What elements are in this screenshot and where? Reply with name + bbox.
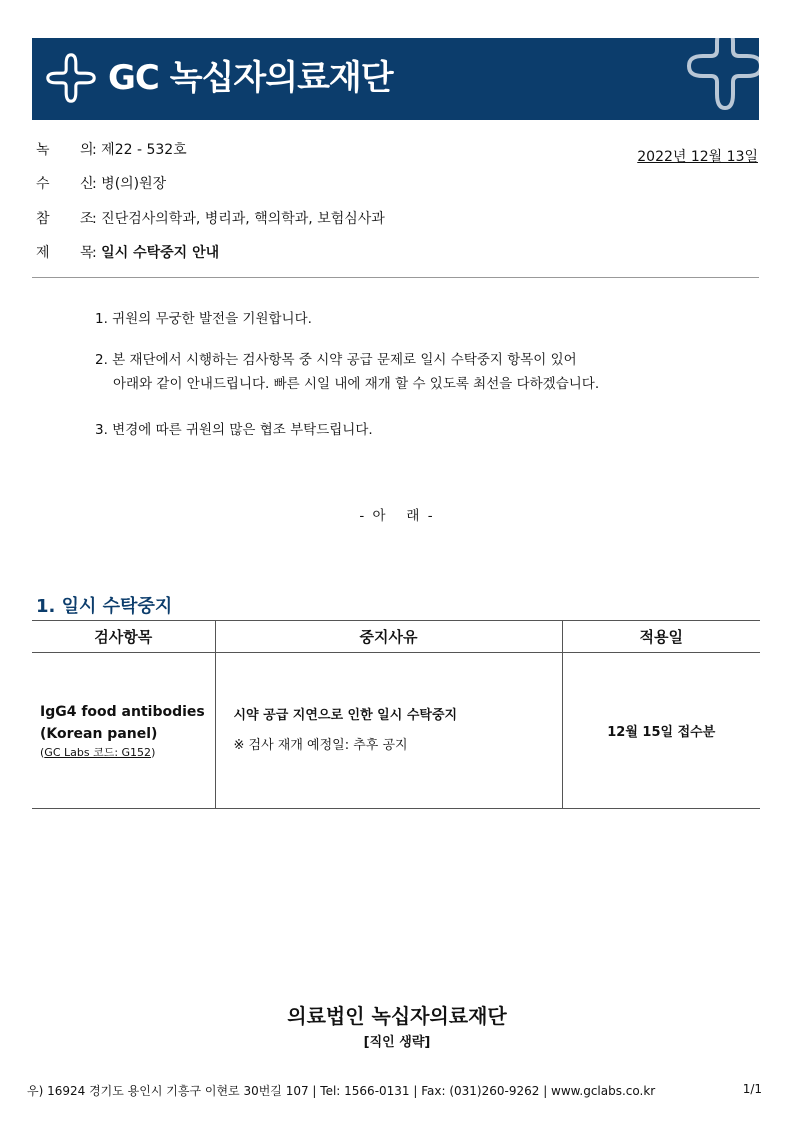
paragraph-3: 3. 변경에 따른 귀원의 많은 협조 부탁드립니다.: [95, 422, 373, 438]
meta-recipient: 수 신: 병(의)원장: [36, 176, 167, 192]
header-divider: [32, 277, 759, 278]
issue-date: 2022년 12월 13일: [637, 149, 758, 165]
ahrae-marker: - 아 래 -: [359, 508, 435, 524]
test-item-name-line-1: IgG4 food antibodies: [40, 703, 205, 720]
decorative-cross-icon: [675, 38, 759, 120]
gc-cross-logo-icon: [42, 49, 100, 107]
recipient-value: 병(의)원장: [101, 176, 167, 192]
table-row: [32, 653, 760, 809]
meta-subject: 제 목: 일시 수탁중지 안내: [36, 245, 220, 261]
reason-note: ※ 검사 재개 예정일: 추후 공지: [233, 737, 408, 753]
paragraph-1: 1. 귀원의 무궁한 발전을 기원합니다.: [95, 311, 312, 327]
page-number: 1/1: [742, 1082, 762, 1096]
column-header-apply-date: 적용일: [562, 621, 760, 653]
test-item-code: (GC Labs 코드: G152): [40, 745, 156, 759]
table-header-row: [32, 621, 760, 653]
signature-seal-note: [직인 생략]: [363, 1035, 431, 1050]
suspension-table: [32, 620, 760, 809]
footer-contact: 우) 16924 경기도 용인시 기흥구 이현로 30번길 107 | Tel: 1566-0131 | Fax: (031)260-9262 | www.gclabs.co.kr: [27, 1084, 656, 1098]
header-banner: [32, 38, 759, 120]
paragraph-2-line-2: 아래와 같이 안내드립니다. 빠른 시일 내에 재개 할 수 있도록 최선을 다하겠습니다.: [113, 376, 600, 392]
doc-number-value: 제22 - 532호: [101, 142, 187, 158]
section-title: 1. 일시 수탁중지: [36, 596, 173, 617]
signature-organization: 의료법인 녹십자의료재단: [287, 1004, 507, 1028]
meta-reference: 참 조: 진단검사의학과, 병리과, 핵의학과, 보험심사과: [36, 211, 385, 227]
subject-value: 일시 수탁중지 안내: [101, 245, 220, 261]
cell-apply-date: 12월 15일 접수분: [562, 653, 760, 809]
cell-suspension-reason: [215, 653, 562, 809]
column-header-reason: 중지사유: [215, 621, 562, 653]
test-item-name-line-2: (Korean panel): [40, 725, 158, 742]
reference-value: 진단검사의학과, 병리과, 핵의학과, 보험심사과: [101, 211, 385, 227]
reason-main: 시약 공급 지연으로 인한 일시 수탁중지: [233, 707, 458, 723]
cell-test-item: [32, 653, 215, 809]
column-header-item: 검사항목: [32, 621, 215, 653]
paragraph-2-line-1: 2. 본 재단에서 시행하는 검사항목 중 시약 공급 문제로 일시 수탁중지 항목이 있어: [95, 352, 577, 368]
brand-logo-text: GC 녹십자의료재단: [108, 58, 393, 98]
meta-doc-number: 녹 의: 제22 - 532호: [36, 142, 187, 158]
